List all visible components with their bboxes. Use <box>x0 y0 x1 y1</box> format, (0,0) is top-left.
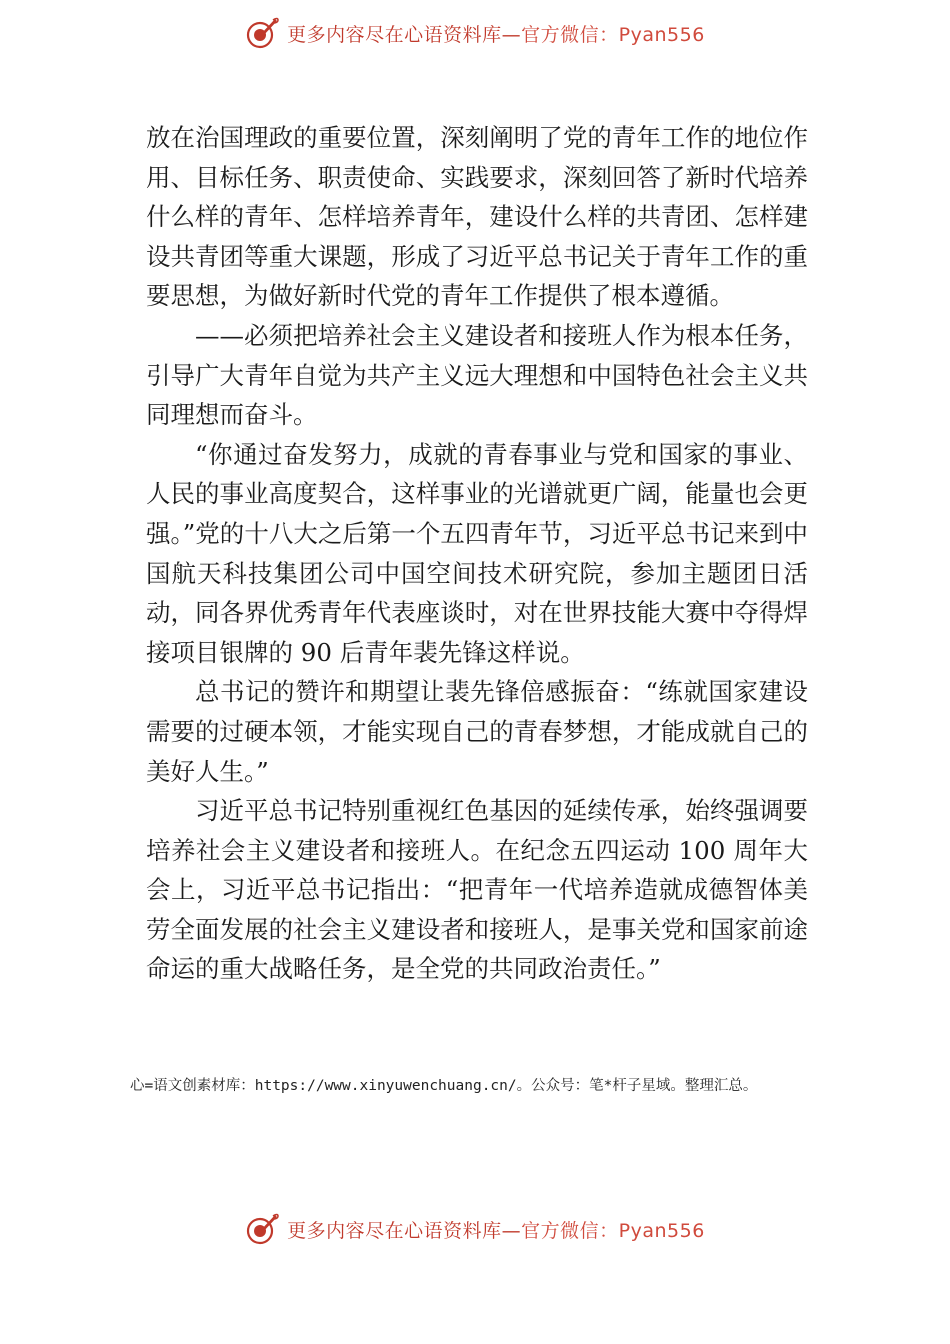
paragraph: 习近平总书记特别重视红色基因的延续传承，始终强调要培养社会主义建设者和接班人。在纪念五四运动 100 周年大会上，习近平总书记指出：“把青年一代培养造就成德智体美劳全面发展的社会主义建设者和接班人，是事关党和国家前途命运的重大战略任务，是全党的共同政治责任。” <box>146 796 808 984</box>
paragraph: 放在治国理政的重要位置，深刻阐明了党的青年工作的地位作用、目标任务、职责使命、实践要求，深刻回答了新时代培养什么样的青年、怎样培养青年，建设什么样的共青团、怎样建设共青团等重大课题，形成了习近平总书记关于青年工作的重要思想，为做好新时代党的青年工作提供了根本遵循。 <box>146 123 808 311</box>
quill-seal-icon <box>245 1212 279 1246</box>
banner-main-text: 更多内容尽在心语资料库 <box>287 23 502 46</box>
banner-wechat-text: 官方微信：Pyan556 <box>521 23 705 46</box>
banner-separator: — <box>501 23 522 46</box>
banner-main-text: 更多内容尽在心语资料库 <box>287 1219 502 1242</box>
footer-banner <box>0 1212 950 1246</box>
source-attribution: 心=语文创素材库：https://www.xinyuwenchuang.cn/。公众号：笔*杆子星域。整理汇总。 <box>130 1078 758 1094</box>
paragraph: 总书记的赞许和期望让裴先锋倍感振奋：“练就国家建设需要的过硬本领，才能实现自己的青春梦想，才能成就自己的美好人生。” <box>146 677 808 786</box>
paragraph: ——必须把培养社会主义建设者和接班人作为根本任务，引导广大青年自觉为共产主义远大理想和中国特色社会主义共同理想而奋斗。 <box>146 320 808 430</box>
banner-wechat-text: 官方微信：Pyan556 <box>521 1219 705 1242</box>
quill-seal-icon <box>245 16 279 50</box>
banner-text <box>287 20 705 47</box>
header-banner <box>0 16 950 50</box>
document-body <box>146 118 808 989</box>
paragraph: “你通过奋发努力，成就的青春事业与党和国家的事业、人民的事业高度契合，这样事业的光谱就更广阔，能量也会更强。”党的十八大之后第一个五四青年节，习近平总书记来到中国航天科技集团公司中国空间技术研究院，参加主题团日活动，同各界优秀青年代表座谈时，对在世界技能大赛中夺得焊接项目银牌的 90 后青年裴先锋这样说。 <box>146 439 808 667</box>
banner-separator: — <box>501 1219 522 1242</box>
banner-text <box>287 1216 705 1243</box>
